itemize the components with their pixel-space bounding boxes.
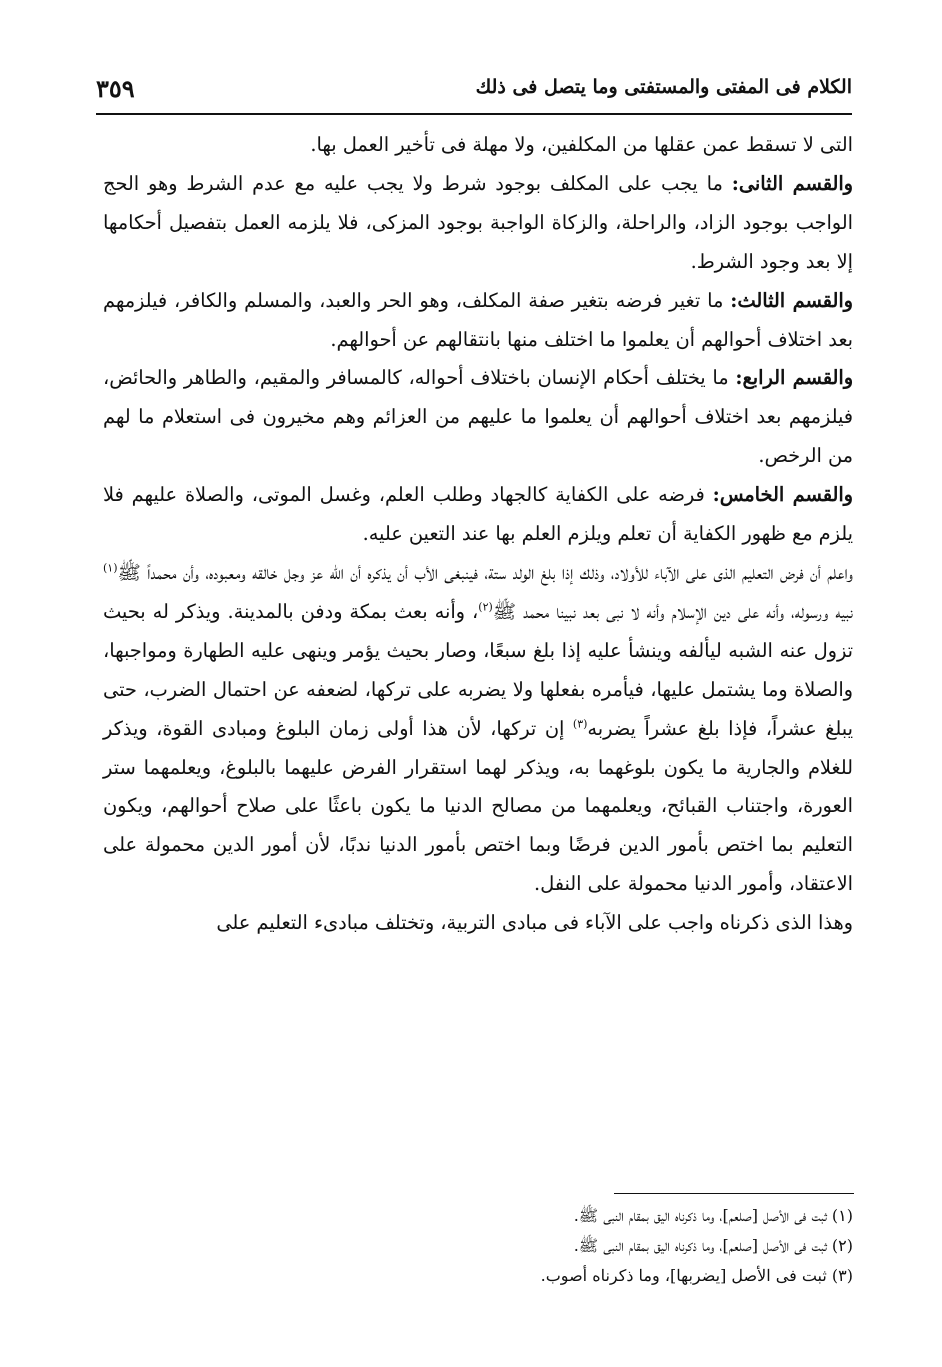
body-text xyxy=(103,126,853,943)
paragraph-second-category: والقسم الثانى: ما يجب على المكلف بوجود شرط ولا يجب عليه مع عدم الشرط وهو الحج الواجب بوجود الزاد، والراحلة، والزكاة الواجبة بوجود المزكى، فلا يلزمه العمل بتفصيل أحكامها إلا بعد وجود الشرط. xyxy=(103,171,853,273)
section-lead: والقسم الثانى: xyxy=(731,171,853,195)
page-number: ٣٥٩ xyxy=(96,74,135,103)
footnote-3: (٣) ثبت فى الأصل [يضربها]، وما ذكرناه أصوب. xyxy=(540,1266,853,1285)
section-lead: والقسم الخامس: xyxy=(712,483,853,507)
footnote-ref-2[interactable]: (٢) xyxy=(478,600,493,614)
footnote-2: (٢) ثبت فى الأصل [صلعم]، وما ذكرناه اليق بمقام النبى ﷺ. xyxy=(573,1236,853,1255)
page-header xyxy=(96,70,852,114)
paragraph-third-category: والقسم الثالث: ما تغير فرضه بتغير صفة المكلف، وهو الحر والعبد، والمسلم والكافر، فيلزمهم بعد اختلاف أحوالهم أن يعلموا ما اختلف منها بانتقالهم عن أحوالهم. xyxy=(103,288,853,351)
running-title: الكلام فى المفتى والمستفتى وما يتصل فى ذلك xyxy=(475,76,852,98)
paragraph-closing: وهذا الذى ذكرناه واجب على الآباء فى مبادى التربية، وتختلف مبادىء التعليم على xyxy=(216,911,853,935)
footnote-ref-3[interactable]: (٣) xyxy=(572,717,588,731)
footnote-1: (١) ثبت فى الأصل [صلعم]، وما ذكرناه اليق بمقام النبى ﷺ. xyxy=(573,1206,853,1225)
paragraph-fifth-category: والقسم الخامس: فرضه على الكفاية كالجهاد وطلب العلم، وغسل الموتى، والصلاة عليهم فلا يلزم مع ظهور الكفاية أن تعلم ويلزم العلم بها عند التعين عليه. xyxy=(103,483,853,546)
paragraph-continuation: التى لا تسقط عمن عقلها من المكلفين، ولا مهلة فى تأخير العمل بها. xyxy=(310,133,853,156)
section-lead: والقسم الثالث: xyxy=(730,288,853,312)
footnote-ref-1[interactable]: (١) xyxy=(103,561,118,575)
paragraph-teaching-duty: واعلم أن فرض التعليم الذى على الآباء للأولاد، وذلك إذا بلغ الولد ستة، فينبغى الأب أن يذكره أن الله عز وجل خالقه ومعبوده، وأن محمداً ﷺ$^{(١)}$ نبيه ورسوله، وأنه على دين الإسلام وأنه لا نبى بعد نبينا محمد ﷺ$^{(٢)}$، وأنه بعث بمكة ودفن بالمدينة. ويذكر له بحيث تزول عنه الشبه ليألفه وينشأ عليه إذا بلغ سبعًا، وصار بحيث يؤمر وينهى عليه الطهارة ومواجبها، والصلاة وما يشتمل عليها، فيأمره بفعلها ولا يضربه على تركها، لضعفه عن احتمال الضرب، حتى يبلغ عشراً، فإذا بلغ عشراً يضربه$^{(٣)}$ إن تركها، لأن هذا أولى زمان البلوغ ومبادى القوة، ويذكر للغلام والجارية ما يكون بلوغهما به، ويذكر لهما استقرار الفرض عليهما بالبلوغ، ويعلمهما ستر العورة، واجتناب القبائح، ويعلمهما من مصالح الدنيا ما يكون باعثًا على صلاح أحوالهم، ويكون التعليم بما اختص بأمور الدين فرضًا وبما اختص بأمور الدنيا ندبًا، لأن أمور الدين محمولة على الاعتقاد، وأمور الدنيا محمولة على النفل. xyxy=(103,560,853,896)
footnotes xyxy=(103,1201,853,1291)
paragraph-fourth-category: والقسم الرابع: ما يختلف أحكام الإنسان باختلاف أحواله، كالمسافر والمقيم، والطاهر والحائض، فيلزمهم بعد اختلاف أحوالهم أن يعلموا ما عليهم من العزائم وهم مخيرون فى استعلام ما لهم من الرخص. xyxy=(103,366,853,468)
footnote-rule xyxy=(614,1193,854,1194)
header-rule xyxy=(96,113,852,115)
section-lead: والقسم الرابع: xyxy=(735,366,853,390)
